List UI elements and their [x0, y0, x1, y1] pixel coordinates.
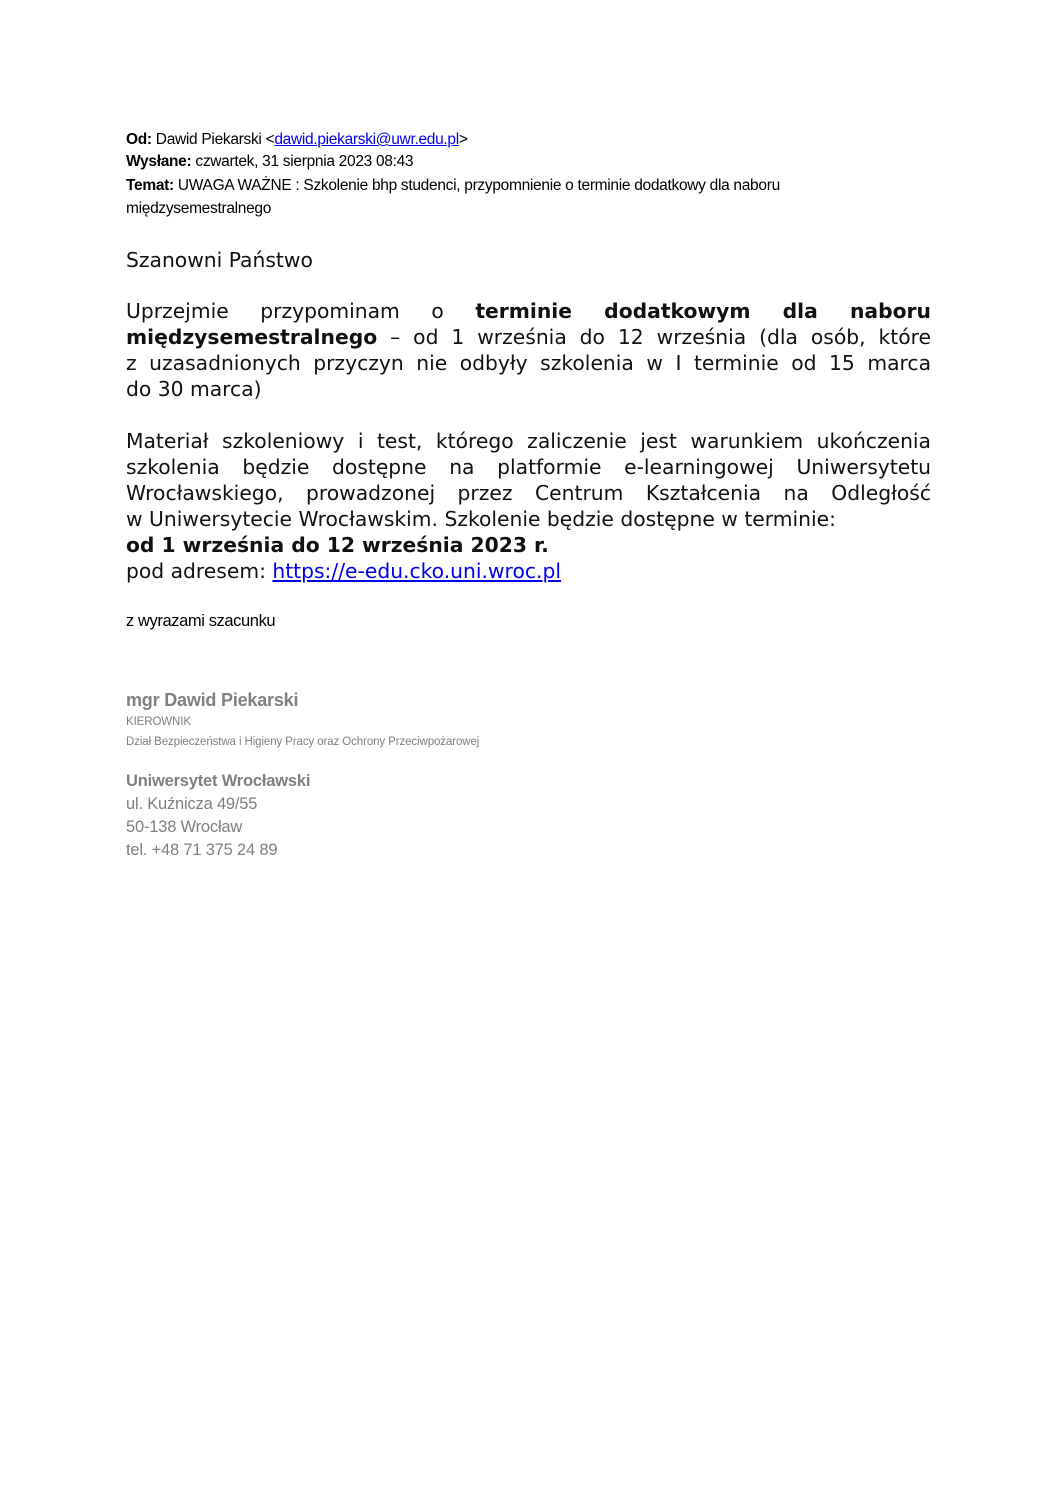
- paragraph-line: [126, 298, 931, 324]
- address-line: [126, 558, 931, 584]
- paragraph-line: w Uniwersytecie Wrocławskim. Szkolenie będzie dostępne w terminie:: [126, 507, 836, 531]
- signature-role: KIEROWNIK: [126, 716, 191, 728]
- email-sent-line: [126, 151, 926, 173]
- sent-label: Wysłane:: [126, 153, 192, 170]
- closing-phrase: z wyrazami szacunku: [126, 612, 276, 630]
- email-subject-line-2: [126, 198, 926, 220]
- e-learning-link[interactable]: https://e-edu.cko.uni.wroc.pl: [272, 559, 561, 583]
- bold-text-span: terminie dodatkowym dla naboru: [475, 299, 931, 323]
- subject-label: Temat:: [126, 177, 174, 194]
- paragraph-training-info: [126, 428, 931, 584]
- email-from-line: [126, 129, 926, 151]
- from-email-link[interactable]: dawid.piekarski@uwr.edu.pl: [274, 131, 459, 148]
- sent-value: czwartek, 31 sierpnia 2023 08:43: [191, 153, 414, 170]
- from-label: Od:: [126, 131, 152, 148]
- text-span: Uprzejmie przypominam o: [126, 299, 476, 323]
- signature-street: ul. Kuźnicza 49/55: [126, 795, 258, 813]
- paragraph-line: do 30 marca): [126, 377, 262, 401]
- signature-city: 50-138 Wrocław: [126, 818, 243, 836]
- from-name: Dawid Piekarski <: [151, 131, 275, 148]
- greeting: Szanowni Państwo: [126, 248, 313, 272]
- paragraph-line: z uzasadnionych przyczyn nie odbyły szkolenia w I terminie od 15 marca: [126, 351, 931, 375]
- paragraph-line: Wrocławskiego, prowadzonej przez Centrum Kształcenia na Odległość: [126, 481, 931, 505]
- paragraph-line: szkolenia będzie dostępne na platformie e-learningowej Uniwersytetu: [126, 455, 931, 479]
- signature-department: Dział Bezpieczeństwa i Higieny Pracy oraz Ochrony Przeciwpożarowej: [126, 736, 480, 748]
- email-subject-line: [126, 175, 926, 197]
- subject-value-continued: międzysemestralnego: [126, 200, 272, 217]
- from-close: >: [458, 131, 468, 148]
- signature-phone: tel. +48 71 375 24 89: [126, 841, 278, 859]
- bold-text-span: międzysemestralnego: [126, 325, 378, 349]
- training-dates: od 1 września do 12 września 2023 r.: [126, 533, 549, 557]
- paragraph-line: Materiał szkoleniowy i test, którego zaliczenie jest warunkiem ukończenia: [126, 429, 931, 453]
- text-span: – od 1 września do 12 września (dla osób, które: [377, 325, 931, 349]
- paragraph-reminder: [126, 298, 931, 402]
- signature-name: mgr Dawid Piekarski: [126, 690, 299, 710]
- paragraph-line: [126, 324, 931, 350]
- signature-university: Uniwersytet Wrocławski: [126, 772, 311, 790]
- subject-value: UWAGA WAŻNE : Szkolenie bhp studenci, przypomnienie o terminie dodatkowy dla naboru: [173, 177, 780, 194]
- address-label: pod adresem:: [126, 559, 273, 583]
